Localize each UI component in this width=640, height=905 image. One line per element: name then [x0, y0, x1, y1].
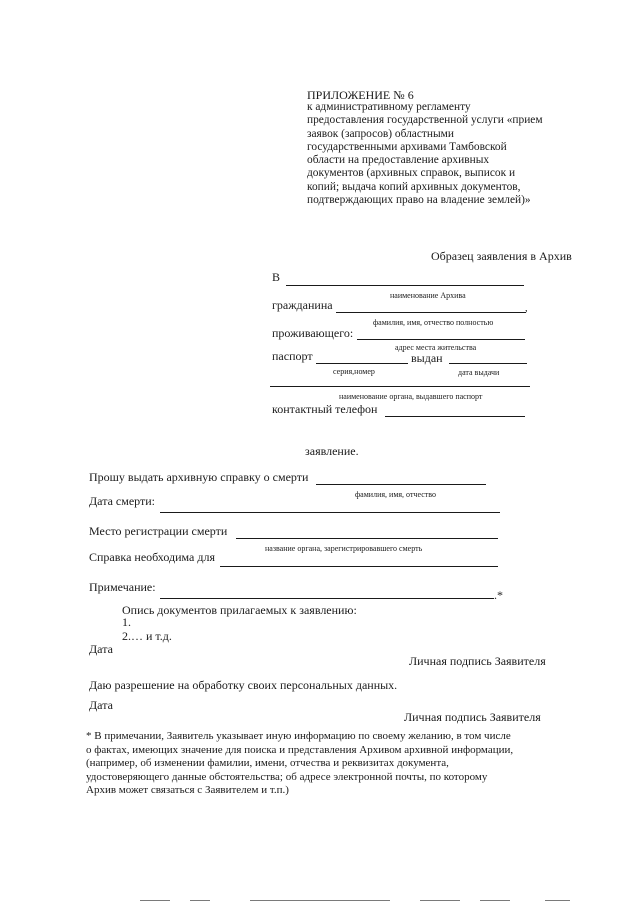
citizen-comma: , [525, 303, 528, 314]
passport-number-field[interactable] [316, 363, 408, 364]
scan-artifact [545, 900, 570, 901]
archive-name-hint: наименование Архива [390, 291, 466, 300]
footnote [86, 730, 576, 798]
appendix-text: к административному регламенту предоставления государственной услуги «прием заявок (запросов) областными государственными архивами Тамбовской области на предоставление архивных документов (архивных справок, выписок и копий; выдача копий архивных документов, подтверждающих право на владение землей)» [307, 101, 543, 207]
residence-hint: адрес места жительства [395, 343, 477, 352]
note-label: Примечание: [89, 580, 156, 594]
residence-field[interactable] [357, 339, 525, 340]
footnote-line-1: * В примечании, Заявитель указывает иную информацию по своему желанию, в том числе [86, 730, 511, 742]
footnote-line-4: удостоверяющего данные обстоятельства; об адресе электронной почты, по которому [86, 770, 488, 783]
phone-field[interactable] [385, 416, 525, 417]
issue-date-field[interactable] [449, 363, 527, 364]
appendix-title: ПРИЛОЖЕНИЕ № 6 [307, 88, 414, 102]
scan-artifact [420, 900, 460, 901]
scan-artifact [250, 900, 390, 901]
residence-label: проживающего: [272, 326, 354, 340]
to-label: В [272, 270, 281, 284]
footnote-line-5: Архив может связаться с Заявителем и т.п.) [86, 784, 289, 797]
note-field[interactable] [160, 598, 494, 599]
registration-place-hint: название органа, зарегистрировавшего смерть [265, 544, 423, 553]
note-footnote-mark: .* [494, 588, 503, 602]
issuing-authority-hint: наименование органа, выдавшего паспорт [339, 392, 483, 401]
issue-date-hint: дата выдачи [458, 368, 500, 377]
scan-artifact [480, 900, 510, 901]
archive-name-field[interactable] [286, 285, 524, 286]
registration-place-label: Место регистрации смерти [89, 524, 228, 538]
purpose-label: Справка необходима для [89, 550, 215, 564]
issuing-authority-field[interactable] [270, 386, 530, 387]
attachment-item-2: 2.… и т.д. [122, 629, 172, 643]
attachments-label: Опись документов прилагаемых к заявлению: [122, 603, 357, 617]
deceased-name-hint: фамилия, имя, отчество [355, 490, 436, 499]
citizen-name-field[interactable] [336, 312, 526, 313]
death-date-label: Дата смерти: [89, 494, 156, 508]
consent-text: Даю разрешение на обработку своих персональных данных. [89, 678, 398, 692]
citizen-name-hint: фамилия, имя, отчество полностью [373, 318, 494, 327]
scan-artifact [140, 900, 170, 901]
registration-place-field[interactable] [236, 538, 498, 539]
footnote-line-2: о фактах, имеющих значение для поиска и представления Архивом архивной информации, [86, 743, 514, 756]
issued-label: выдан [411, 351, 443, 365]
date-label-2: Дата [89, 698, 113, 712]
citizen-label: гражданина [272, 298, 333, 312]
date-label-1: Дата [89, 642, 113, 656]
phone-label: контактный телефон [272, 402, 378, 416]
attachment-item-1: 1. [122, 615, 131, 629]
request-label: Прошу выдать архивную справку о смерти [89, 470, 309, 484]
passport-label: паспорт [272, 349, 313, 363]
sample-label: Образец заявления в Архив [431, 249, 572, 263]
deceased-name-field[interactable] [316, 484, 486, 485]
purpose-field[interactable] [220, 566, 498, 567]
footnote-line-3: (например, об изменении фамилии, имени, отчества и реквизитах документа, [86, 757, 449, 770]
passport-number-hint: серия,номер [333, 367, 375, 376]
death-date-field[interactable] [160, 512, 500, 513]
signature-label-1: Личная подпись Заявителя [409, 654, 546, 668]
statement-title: заявление. [305, 444, 359, 458]
scan-artifact [190, 900, 210, 901]
signature-label-2: Личная подпись Заявителя [404, 710, 541, 724]
